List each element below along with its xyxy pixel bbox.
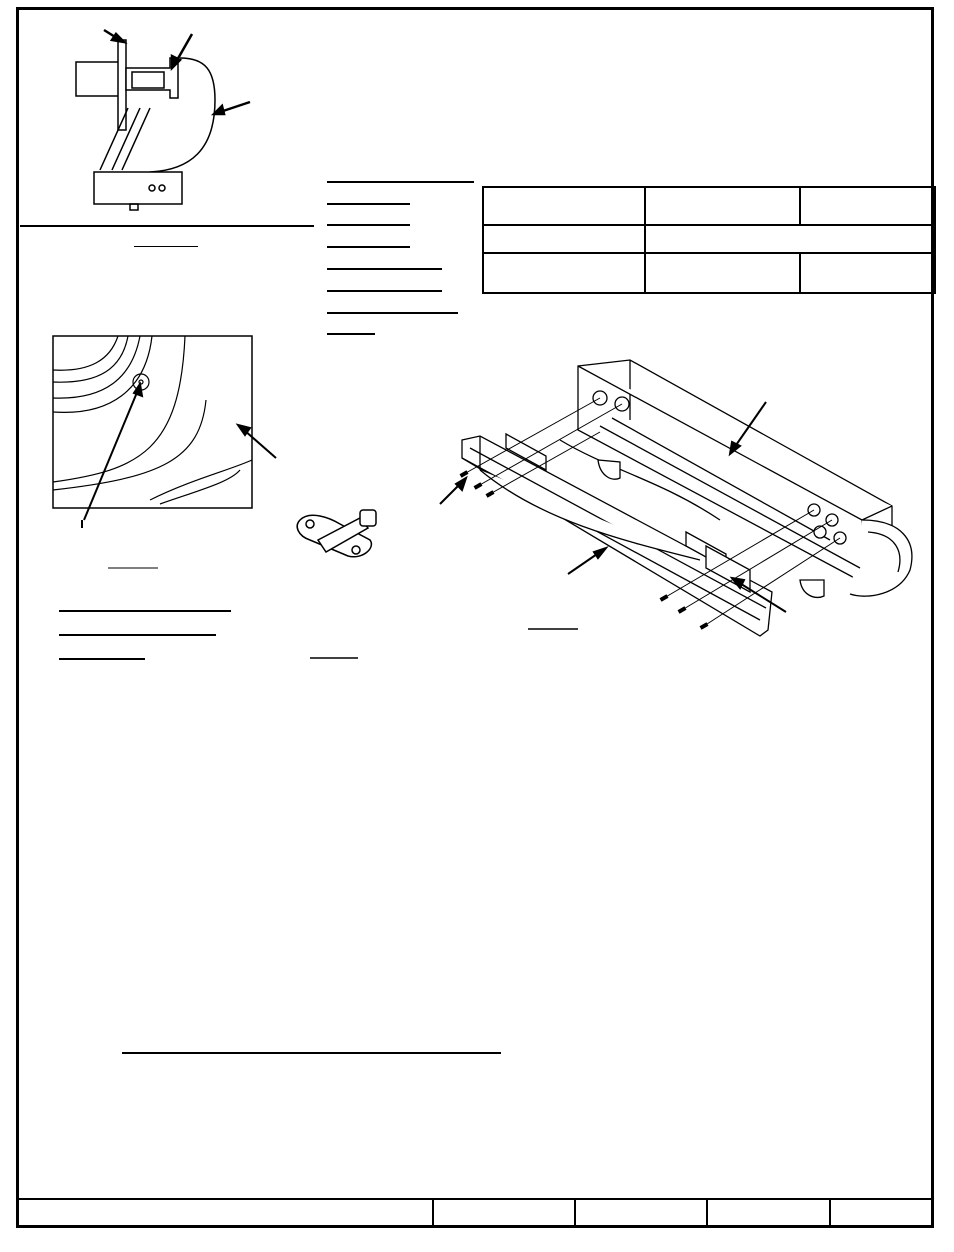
note-line-12 [122,1052,501,1054]
title-block-cell [830,1199,933,1227]
title-block-cell [17,1199,433,1227]
title-block-cell [433,1199,575,1227]
title-block [16,1198,934,1228]
title-block-cell [575,1199,707,1227]
title-block-cell [707,1199,830,1227]
table-row [17,1199,933,1227]
